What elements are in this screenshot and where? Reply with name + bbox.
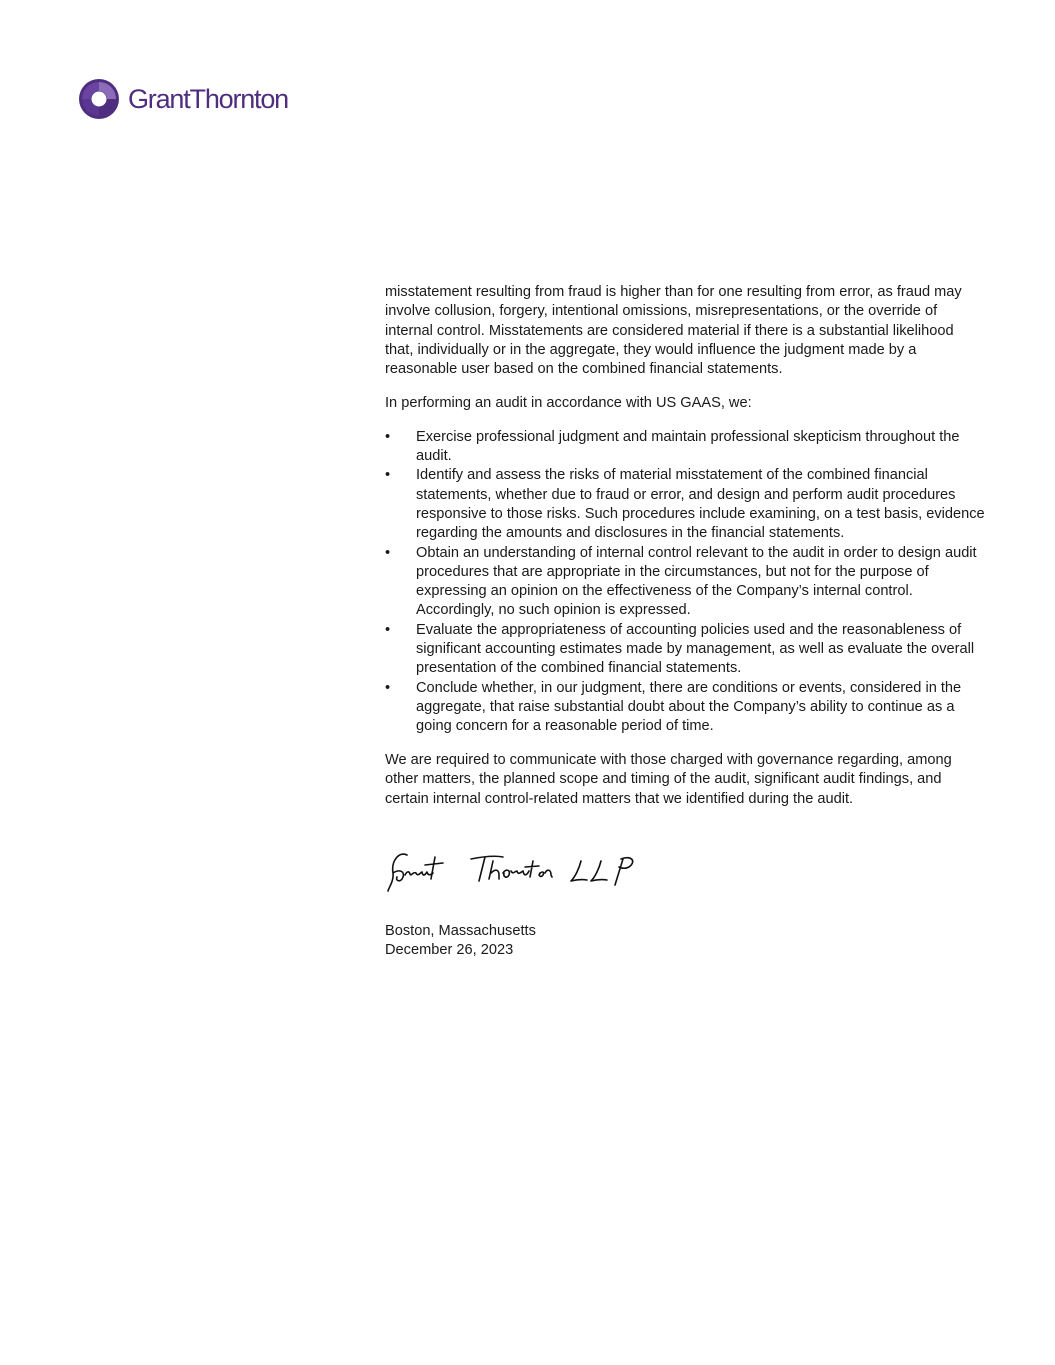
list-item (385, 679, 985, 737)
bullet-icon: • (385, 467, 391, 484)
bullet-icon: • (385, 544, 391, 561)
logo-text: GrantThornton (128, 83, 288, 114)
report-body (385, 283, 985, 960)
list-item-text: Evaluate the appropriateness of accounting policies used and the reasonableness of significant accounting estimates made by management, as well as evaluate the overall presentation of the combined financial statements. (416, 621, 975, 677)
paragraph-governance: We are required to communicate with those charged with governance regarding, among other matters, the planned scope and timing of the audit, significant audit findings, and certain internal control-related matters that we identified during the audit. (385, 752, 952, 807)
list-item (385, 621, 985, 679)
signature-date: December 26, 2023 (385, 942, 514, 959)
grant-thornton-logo-icon (79, 79, 119, 119)
paragraph-audit-intro: In performing an audit in accordance with US GAAS, we: (385, 394, 752, 411)
handwritten-signature (385, 847, 645, 895)
bullet-icon: • (385, 679, 391, 696)
list-item-text: Identify and assess the risks of material misstatement of the combined financial statements, whether due to fraud or error, and design and perform audit procedures responsive to those risks. Such procedures include examining, on a test basis, evidence regarding the amounts and disclosures in the financial statements. (416, 467, 985, 542)
list-item (385, 466, 985, 543)
list-item-text: Exercise professional judgment and maintain professional skepticism throughout the audit. (416, 428, 960, 465)
paragraph-fraud-risk: misstatement resulting from fraud is higher than for one resulting from error, as fraud may involve collusion, forgery, intentional omissions, misrepresentations, or the override of internal control. Misstatements are considered material if there is a substantial likelihood that, individually or in the aggregate, they would influence the judgment made by a reasonable user based on the combined financial statements. (385, 284, 962, 378)
list-item (385, 544, 985, 621)
list-item-text: Conclude whether, in our judgment, there are conditions or events, considered in the aggregate, that raise substantial doubt about the Company’s ability to continue as a going concern for a reasonable period of time. (416, 679, 962, 735)
bullet-icon: • (385, 428, 391, 445)
signature-city: Boston, Massachusetts (385, 922, 536, 939)
bullet-icon: • (385, 621, 391, 638)
audit-procedures-list (385, 428, 985, 737)
company-logo (79, 78, 288, 120)
list-item (385, 428, 985, 467)
list-item-text: Obtain an understanding of internal control relevant to the audit in order to design audit procedures that are appropriate in the circumstances, but not for the purpose of expressing an opinion on the effectiveness of the Company’s internal control. Accordingly, no such opinion is expressed. (416, 544, 977, 619)
